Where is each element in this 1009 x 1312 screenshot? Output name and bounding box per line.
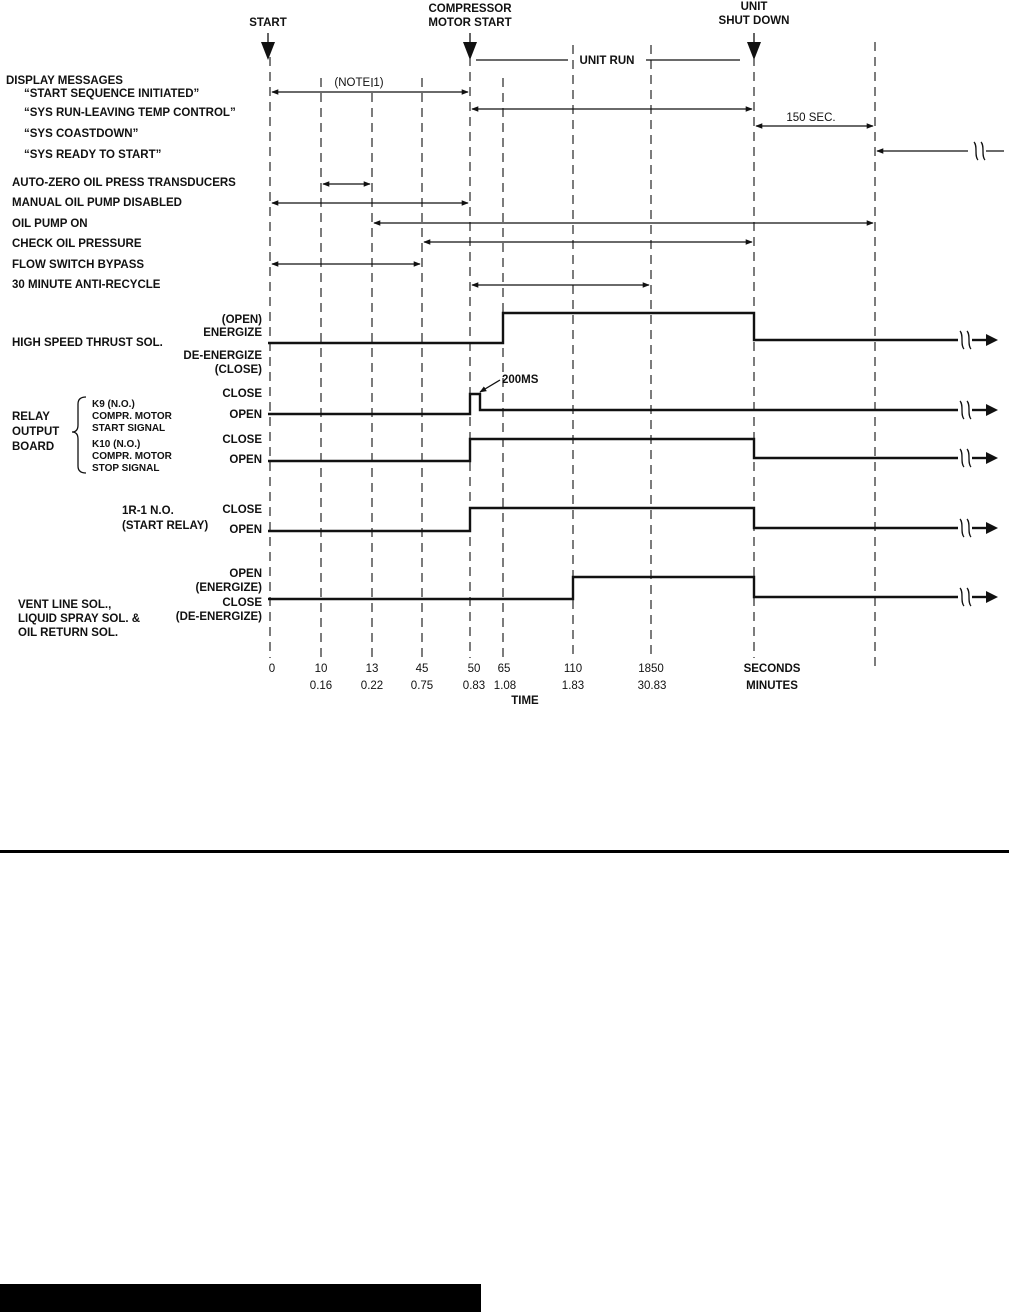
thrust-sol-label: HIGH SPEED THRUST SOL. [12,337,163,349]
k10-close-label: CLOSE [222,434,262,446]
tick-seconds: 10 [314,663,328,675]
event-compressor-motor-start [428,3,512,60]
tick-seconds: 50 [467,663,481,675]
msg-coastdown: “SYS COASTDOWN” [24,128,139,140]
function-rows [12,177,873,291]
k10-line1: K10 (N.O.) [92,439,141,450]
break-icon [960,519,971,537]
relay-brace [72,397,86,473]
break-icon [960,588,971,606]
time-marker-lines [270,42,875,668]
start-relay-line2: (START RELAY) [122,520,209,532]
msg-sys-run: “SYS RUN-LEAVING TEMP CONTROL” [24,107,236,119]
tick-seconds: 1850 [638,663,664,675]
k9-line1: K9 (N.O.) [92,399,135,410]
k9-line3: START SIGNAL [92,423,166,434]
vent-energize-label: (ENERGIZE) [195,582,262,594]
label-anti-recycle: 30 MINUTE ANTI-RECYCLE [12,279,161,291]
break-icon [974,142,985,160]
vent-sol-line2: LIQUID SPRAY SOL. & [18,613,141,625]
seconds-label: SECONDS [743,663,801,675]
start-relay-open-label: OPEN [229,524,262,536]
break-icon [960,331,971,349]
minutes-label: MINUTES [746,680,798,692]
msg-start-sequence: “START SEQUENCE INITIATED” [24,88,200,100]
msg-ready: “SYS READY TO START” [24,149,162,161]
arrow-right-icon [986,591,998,603]
k9-line2: COMPR. MOTOR [92,411,172,422]
vent-close-label: CLOSE [222,597,262,609]
event-unit-shut-down [719,1,790,60]
relay-board-line3: BOARD [12,441,55,453]
compressor-label-line2: MOTOR START [428,17,512,29]
time-label: TIME [511,695,539,707]
thrust-close-label: (CLOSE) [214,364,262,376]
unit-run-span [476,55,740,67]
tick-minutes: 30.83 [637,680,667,692]
tick-minutes: 1.08 [493,680,517,692]
arrow-right-icon [986,522,998,534]
k9-close-label: CLOSE [222,388,262,400]
shutdown-arrow-icon [747,42,761,60]
thrust-open-label: (OPEN) [221,314,262,326]
vent-sol-line3: OIL RETURN SOL. [18,627,119,639]
time-axis [269,663,801,707]
k10-line2: COMPR. MOTOR [92,451,172,462]
tick-seconds: 13 [365,663,379,675]
label-check-oil: CHECK OIL PRESSURE [12,238,142,250]
compressor-label-line1: COMPRESSOR [428,3,512,15]
k10-line3: STOP SIGNAL [92,463,160,474]
tick-seconds: 110 [563,663,583,675]
start-relay-row [122,504,998,537]
break-icon [960,449,971,467]
k9-open-label: OPEN [229,409,262,421]
pulse-pointer [480,380,500,392]
k9-pulse-label: 200MS [502,374,539,386]
vent-sol-row [18,568,998,639]
start-label: START [249,17,287,29]
arrow-right-icon [986,404,998,416]
tick-minutes: 0.83 [462,680,486,692]
tick-minutes: 1.83 [561,680,585,692]
footer-bar [0,1284,481,1312]
break-icon [960,401,971,419]
tick-minutes: 0.16 [309,680,333,692]
k10-open-label: OPEN [229,454,262,466]
note-1-label: (NOTE 1) [334,77,384,89]
display-messages [6,75,1004,161]
label-auto-zero: AUTO-ZERO OIL PRESS TRANSDUCERS [12,177,236,189]
vent-de-energize-label: (DE-ENERGIZE) [175,611,262,623]
label-flow-bypass: FLOW SWITCH BYPASS [12,259,145,271]
thrust-de-energize-label: DE-ENERGIZE [183,350,262,362]
tick-seconds: 45 [415,663,429,675]
vent-open-label: OPEN [229,568,262,580]
display-messages-heading: DISPLAY MESSAGES [6,75,123,87]
tick-seconds: 0 [268,663,276,675]
coastdown-duration-label: 150 SEC. [786,112,836,124]
arrow-right-icon [986,452,998,464]
thrust-sol-row [12,313,998,376]
tick-seconds: 65 [497,663,511,675]
arrow-right-icon [986,334,998,346]
vent-sol-line1: VENT LINE SOL., [18,599,112,611]
tick-minutes: 0.75 [410,680,434,692]
start-relay-close-label: CLOSE [222,504,262,516]
start-arrow-icon [261,42,275,60]
thrust-energize-label: ENERGIZE [203,327,262,339]
relay-output-board [12,374,998,474]
relay-board-line2: OUTPUT [12,426,60,438]
shutdown-label-line2: SHUT DOWN [718,15,790,27]
compressor-arrow-icon [463,42,477,60]
tick-minutes: 0.22 [360,680,384,692]
relay-board-line1: RELAY [12,411,50,423]
start-relay-line1: 1R-1 N.O. [122,505,174,517]
shutdown-label-line1: UNIT [740,1,768,13]
label-oil-pump-on: OIL PUMP ON [12,218,88,230]
section-divider [0,850,1009,853]
unit-run-label: UNIT RUN [579,55,635,67]
label-manual-pump: MANUAL OIL PUMP DISABLED [12,197,182,209]
event-start [249,17,286,60]
